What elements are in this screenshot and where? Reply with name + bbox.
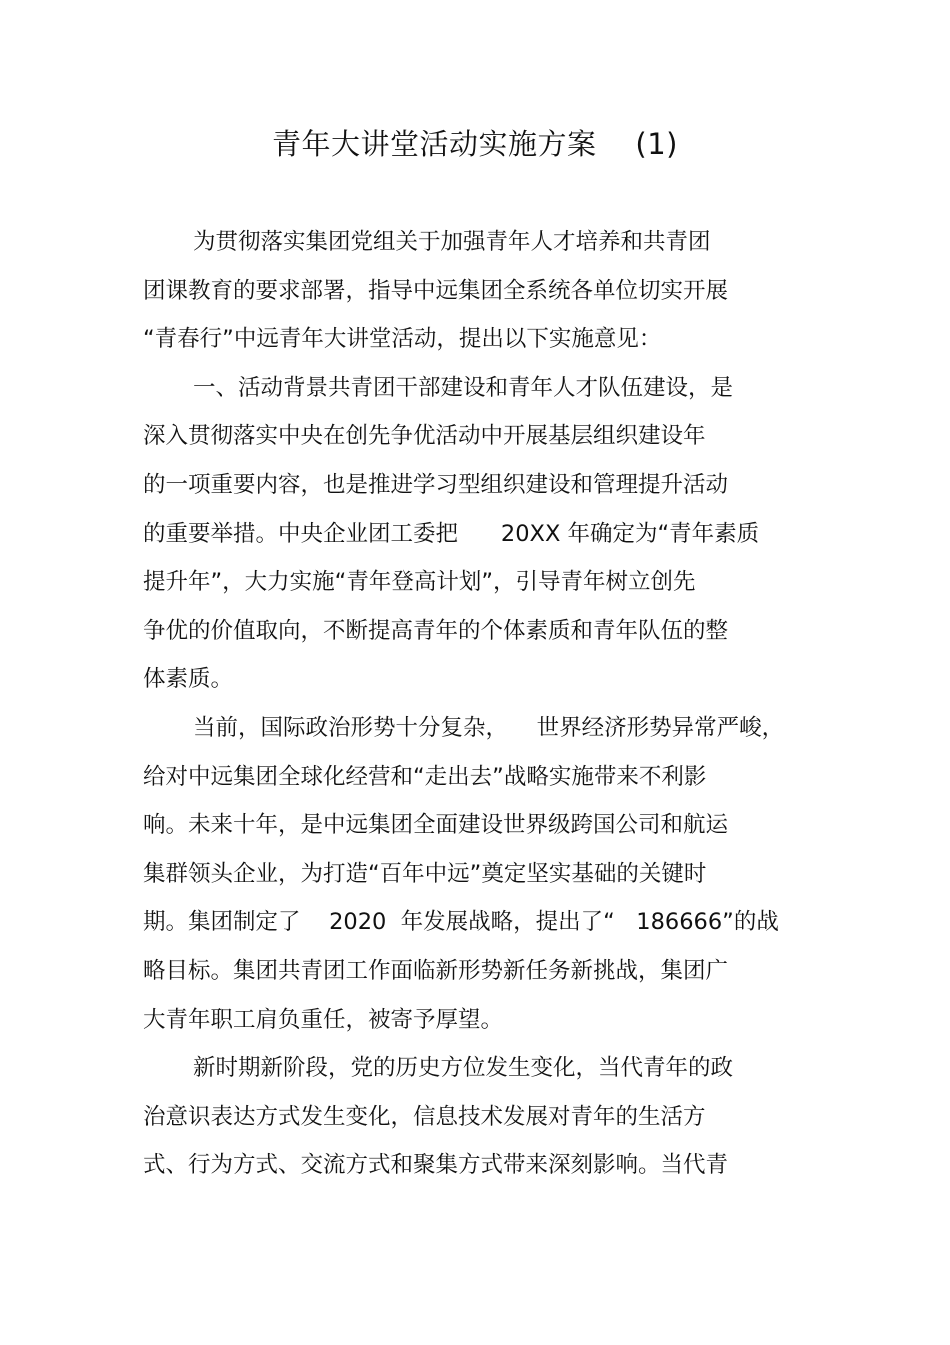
document-title: 青年大讲堂活动实施方案 (1) (272, 127, 678, 161)
paragraph-line: 给对中远集团全球化经营和“走出去”战略实施带来不利影 (143, 763, 707, 790)
paragraph-line: 新时期新阶段，党的历史方位发生变化，当代青年的政 (193, 1055, 734, 1082)
paragraph-line: “青春行”中远青年大讲堂活动，提出以下实施意见： (143, 326, 662, 353)
paragraph-line: 体素质。 (143, 666, 234, 693)
paragraph-line: 的一项重要内容，也是推进学习型组织建设和管理提升活动 (143, 471, 729, 498)
paragraph-line: 争优的价值取向，不断提高青年的个体素质和青年队伍的整 (143, 617, 729, 644)
paragraph-line: 团课教育的要求部署，指导中远集团全系统各单位切实开展 (143, 277, 729, 304)
paragraph-line: 大青年职工肩负重任，被寄予厚望。 (143, 1006, 504, 1033)
paragraph-line: 的重要举措。中央企业团工委把 20XX 年确定为“青年素质 (143, 520, 760, 547)
paragraph-line: 响。未来十年，是中远集团全面建设世界级跨国公司和航运 (143, 812, 729, 839)
paragraph-line: 深入贯彻落实中央在创先争优活动中开展基层组织建设年 (143, 423, 706, 450)
paragraph-line: 式、行为方式、交流方式和聚集方式带来深刻影响。当代青 (143, 1152, 729, 1179)
paragraph-line: 为贯彻落实集团党组关于加强青年人才培养和共青团 (193, 229, 711, 255)
paragraph-line: 当前，国际政治形势十分复杂， 世界经济形势异常严峻， (193, 714, 785, 741)
paragraph-line: 略目标。集团共青团工作面临新形势新任务新挑战，集团广 (143, 957, 729, 984)
document-body (143, 222, 823, 1194)
paragraph-line: 集群领头企业，为打造“百年中远”奠定坚实基础的关键时 (143, 860, 707, 887)
paragraph-line: 期。集团制定了 2020 年发展战略，提出了“ 186666”的战 (143, 909, 779, 936)
paragraph-line: 治意识表达方式发生变化，信息技术发展对青年的生活方 (143, 1103, 706, 1130)
paragraph-line: 提升年”，大力实施“青年登高计划”，引导青年树立创先 (143, 569, 696, 596)
paragraph-line: 一、活动背景共青团干部建设和青年人才队伍建设，是 (193, 374, 734, 401)
